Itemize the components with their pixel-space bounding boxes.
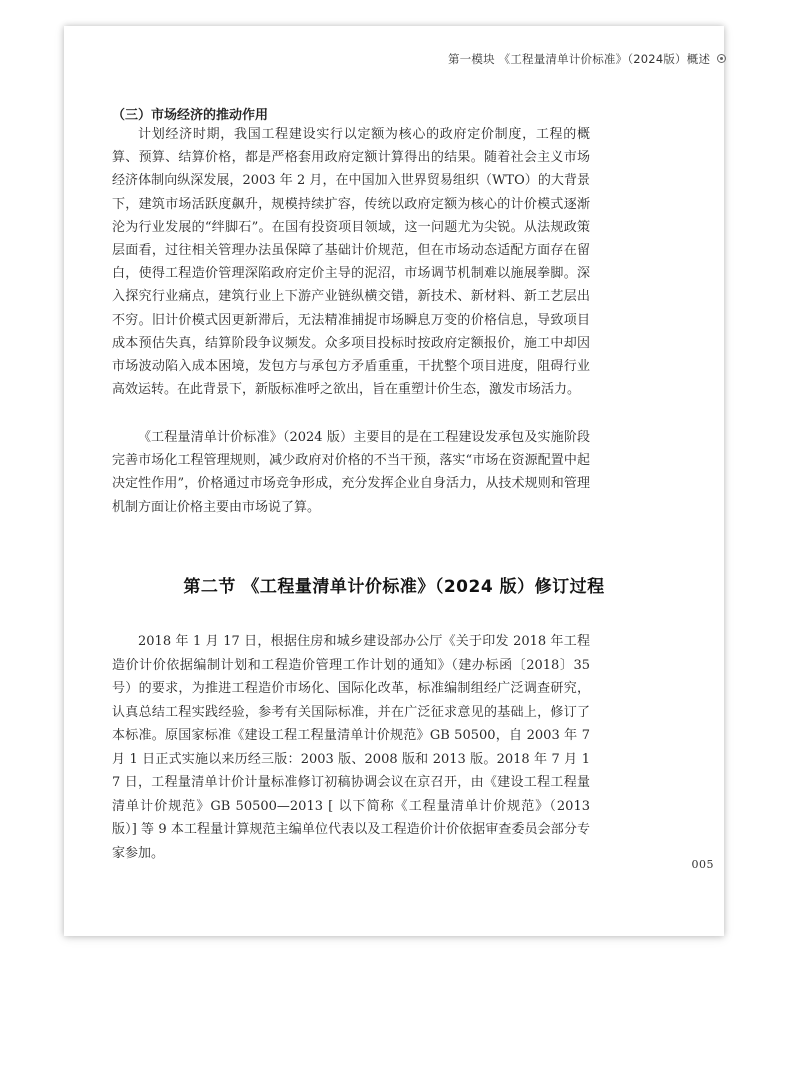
section-heading: 第二节 《工程量清单计价标准》（2024 版）修订过程 (183, 577, 605, 597)
running-head-text: 第一模块 《工程量清单计价标准》（2024版）概述 (447, 52, 711, 66)
running-head (448, 51, 726, 67)
body-paragraph: 计划经济时期，我国工程建设实行以定额为核心的政府定价制度，工程的概算、预算、结算价格，都是严格套用政府定额计算得出的结果。随着社会主义市场经济体制向纵深发展，2003 年 2 月，在中国加入世界贸易组织（WTO）的大背景下，建筑市场活跃度飙升，规模持续扩容，传统以政府定额为核心的计价模式逐渐沦为行业发展的“绊脚石”。在国有投资项目领域，这一问题尤为尖锐。从法规政策层面看，过往相关管理办法虽保障了基础计价规范，但在市场动态适配方面存在留白，使得工程造价管理深陷政府定价主导的泥沼，市场调节机制难以施展拳脚。深入探究行业痛点，建筑行业上下游产业链纵横交错，新技术、新材料、新工艺层出不穷。旧计价模式因更新滞后，无法精准捕捉市场瞬息万变的价格信息，导致项目成本预估失真，结算阶段争议频发。众多项目投标时按政府定额报价，施工中却因市场波动陷入成本困境，发包方与承包方矛盾重重，干扰整个项目进度，阻碍行业高效运转。在此背景下，新版标准呼之欲出，旨在重塑计价生态，激发市场活力。 (112, 127, 590, 398)
body-paragraph: 2018 年 1 月 17 日，根据住房和城乡建设部办公厅《关于印发 2018 年工程造价计价依据编制计划和工程造价管理工作计划的通知》（建办标函〔2018〕35 号）的要求，为推进工程造价市场化、国际化改革，标准编制组经广泛调查研究，认真总结工程实践经验，参考有关国际标准，并在广泛征求意见的基础上，修订了本标准。原国家标准《建设工程工程量清单计价规范》GB 50500，自 2003 年 7 月 1 日正式实施以来历经三版：2003 版、2008 版和 2013 版。2018 年 7 月 17 日，工程量清单计价计量标准修订初稿协调会议在京召开，由《建设工程工程量清单计价规范》GB 50500—2013 [ 以下简称《工程量清单计价规范》（2013 版）] 等 9 本工程量计算规范主编单位代表以及工程造价计价依据审查委员会部分专家参加。 (112, 634, 590, 861)
body-paragraph: 《工程量清单计价标准》（2024 版）主要目的是在工程建设发承包及实施阶段完善市场化工程管理规则，减少政府对价格的不当干预，落实“市场在资源配置中起决定性作用”，价格通过市场竞争形成，充分发挥企业自身活力，从技术规则和管理机制方面让价格主要由市场说了算。 (112, 430, 590, 515)
circle-ornament-icon (717, 54, 726, 63)
subsection-title: （三）市场经济的推动作用 (112, 108, 269, 123)
page-number: 005 (691, 858, 714, 871)
